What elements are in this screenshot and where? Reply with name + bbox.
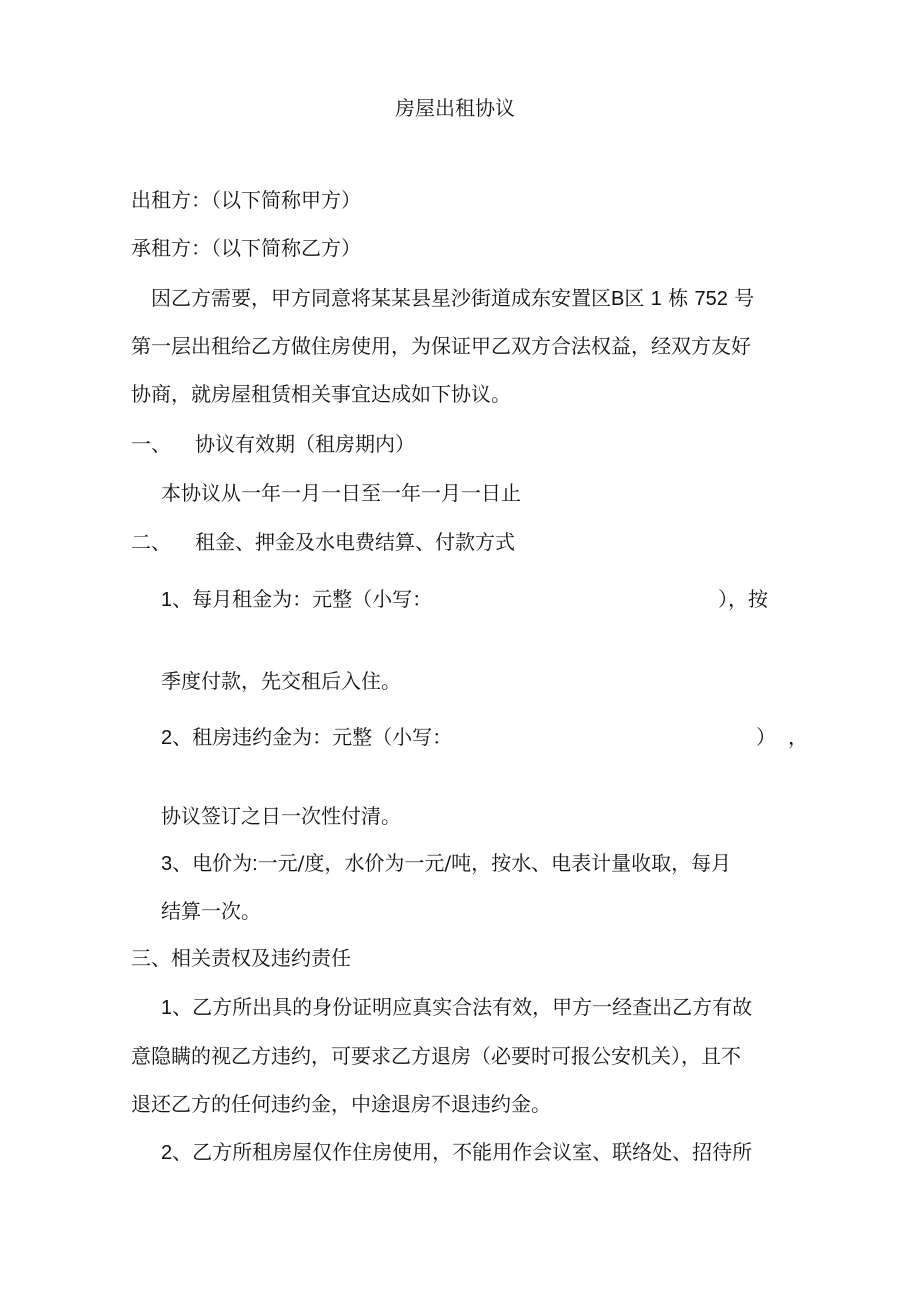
item-text: 、乙方所租房屋仅作住房使用，不能用作会议室、联络处、招待所: [172, 1140, 753, 1164]
intro-line-1: [151, 285, 754, 312]
section2-number: 二、: [131, 530, 171, 554]
item-colon: :: [252, 853, 258, 875]
item-text: 一元/度，水价为一元/吨，按水、电表计量收取，每月: [257, 851, 732, 875]
intro-line-3: 协商，就房屋租赁相关事宜达成如下协议。: [131, 382, 511, 406]
section2-item2-line2: 协议签订之日一次性付清。: [161, 804, 401, 828]
intro-text: 因乙方需要，甲方同意将某某县星沙街道成东安置区: [151, 286, 611, 310]
intro-building-number: 1: [650, 288, 662, 310]
item-text: 、电价为: [172, 851, 253, 875]
item-text: 、租房违约金为：元整（小写：: [172, 725, 453, 749]
intro-zone: B: [611, 288, 625, 310]
section3-item1-line3: 退还乙方的任何违约金，中途退房不退违约金。: [131, 1092, 551, 1116]
section3-item2-line1: [161, 1139, 752, 1166]
section3-item1-line2: 意隐瞒的视乙方违约，可要求乙方退房（必要时可报公安机关），且不: [131, 1044, 741, 1068]
section2-item2-line1: [161, 724, 452, 751]
section2-item3-line2: 结算一次。: [161, 899, 261, 923]
section2-item1-line1: [161, 586, 432, 613]
item-number: 1: [161, 997, 173, 1019]
item-text: 、每月租金为：元整（小写：: [172, 587, 433, 611]
item-number: 2: [161, 727, 173, 749]
item-number: 3: [161, 853, 173, 875]
intro-house-number: 752: [694, 288, 728, 310]
intro-text: 区: [624, 286, 645, 310]
section2-item1-tail: ），按: [718, 587, 768, 611]
section2-item3-line1: [161, 850, 731, 877]
intro-line-2: 第一层出租给乙方做住房使用，为保证甲乙双方合法权益，经双方友好: [131, 334, 751, 358]
document-title: 房屋出租协议: [395, 96, 515, 120]
item-number: 2: [161, 1142, 173, 1164]
section3-heading: 三、相关责权及违约责任: [131, 946, 351, 970]
section2-item2-comma: ，: [788, 725, 808, 749]
lessor-line: 出租方：（以下简称甲方）: [131, 188, 361, 212]
item-text: 、乙方所出具的身份证明应真实合法有效，甲方一经查出乙方有故: [172, 995, 753, 1019]
section3-item1-line1: [161, 994, 752, 1021]
lessee-line: 承租方：（以下简称乙方）: [131, 236, 361, 260]
section1-heading: 协议有效期（租房期内）: [195, 432, 415, 456]
intro-text: 栋: [668, 286, 689, 310]
section2-item1-line2: 季度付款，先交租后入住。: [161, 669, 401, 693]
section2-heading: 租金、押金及水电费结算、付款方式: [195, 530, 515, 554]
intro-text: 号: [734, 286, 755, 310]
section2-item2-paren: ）: [756, 725, 776, 749]
section1-number: 一、: [131, 432, 171, 456]
item-number: 1: [161, 589, 173, 611]
section1-body: 本协议从一年一月一日至一年一月一日止: [161, 481, 521, 505]
